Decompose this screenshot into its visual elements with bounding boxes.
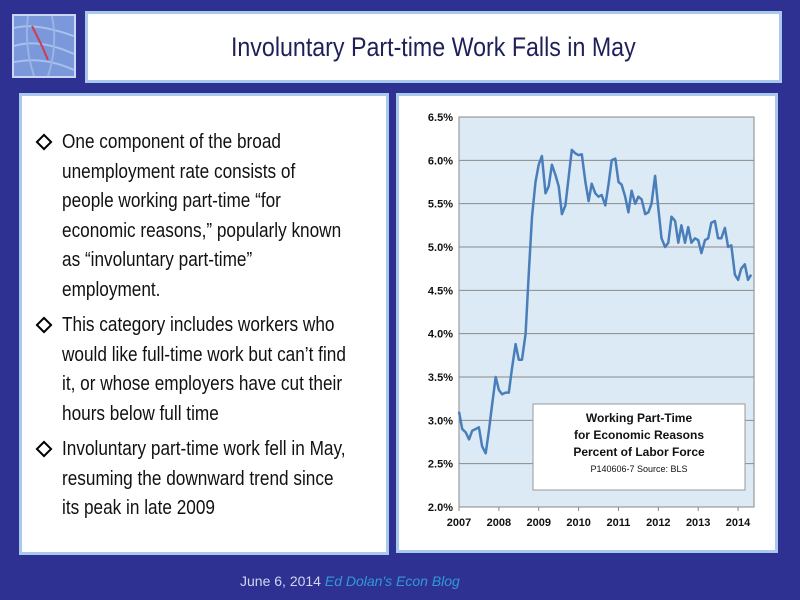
y-tick-label: 6.0%	[427, 155, 453, 168]
x-tick-label: 2007	[446, 517, 472, 529]
y-tick-label: 3.5%	[427, 372, 453, 384]
bullet-text: One component of the broad unemployment rate consists of people working part-time “for economic reasons,” popularly known as “involuntary part-time” employment.	[62, 131, 342, 301]
diamond-bullet-icon	[36, 317, 53, 334]
y-tick-label: 2.5%	[427, 458, 453, 471]
chart-title-line: for Economic Reasons	[573, 428, 705, 442]
y-tick-label: 5.0%	[427, 242, 453, 254]
logo-image	[12, 14, 76, 78]
footer-blog-link[interactable]: Ed Dolan's Econ Blog	[324, 573, 460, 589]
bullet-item	[34, 435, 394, 524]
diamond-bullet-icon	[36, 441, 53, 458]
x-tick-label: 2010	[566, 517, 591, 529]
page-title: Involuntary Part-time Work Falls in May	[231, 31, 636, 62]
text-panel	[19, 93, 389, 555]
chart-title-line: Working Part-Time	[585, 411, 693, 425]
footer-date: June 6, 2014	[240, 573, 321, 589]
x-tick-label: 2011	[606, 517, 631, 529]
chart-panel	[396, 93, 778, 553]
x-tick-label: 2013	[685, 517, 711, 529]
y-tick-label: 5.5%	[427, 198, 453, 211]
y-tick-label: 2.0%	[427, 502, 453, 514]
bullet-list	[34, 128, 394, 530]
y-tick-label: 4.5%	[427, 285, 453, 298]
bullet-item	[34, 128, 394, 305]
bullet-item	[34, 311, 394, 429]
x-tick-label: 2008	[486, 517, 512, 529]
x-tick-label: 2012	[646, 517, 671, 529]
y-tick-label: 6.5%	[427, 112, 453, 124]
diamond-bullet-icon	[36, 134, 53, 151]
chart-title-line: Percent of Labor Force	[573, 445, 705, 459]
x-tick-label: 2014	[725, 517, 751, 529]
y-tick-label: 3.0%	[427, 415, 453, 428]
x-tick-label: 2009	[526, 517, 551, 529]
bullet-text: Involuntary part-time work fell in May, resuming the downward trend since its peak in late 2009	[62, 438, 346, 519]
y-tick-label: 4.0%	[427, 328, 453, 341]
chart-source-note: P140606-7 Source: BLS	[590, 464, 688, 474]
line-chart	[399, 96, 775, 550]
footer	[240, 573, 460, 589]
title-box	[85, 11, 782, 83]
bullet-text: This category includes workers who would like full-time work but can’t find it, or whose employers have cut their hours below full time	[62, 314, 346, 425]
